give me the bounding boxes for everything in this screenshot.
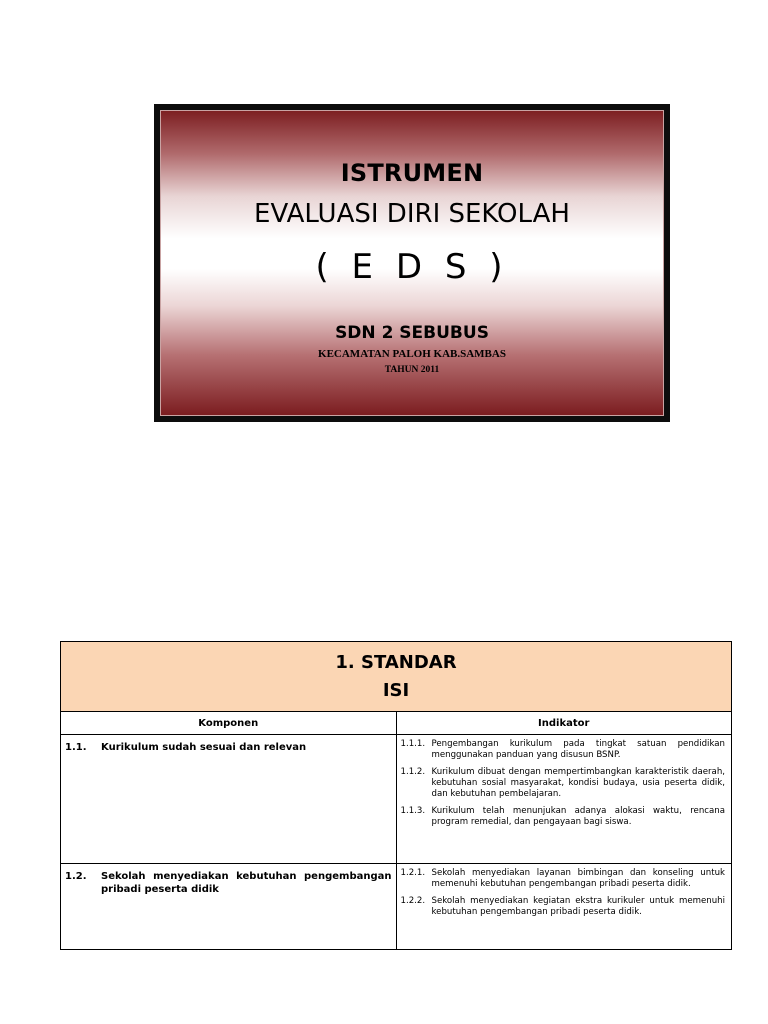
- table-row: [61, 735, 732, 864]
- indikator-text: Sekolah menyediakan kegiatan ekstra kurikuler untuk memenuhi kebutuhan pengembangan pribadi peserta didik.: [431, 896, 725, 917]
- indikator-item: [401, 806, 726, 828]
- indikator-cell: [396, 735, 732, 864]
- komponen-number: 1.2.: [65, 871, 87, 882]
- indikator-number: 1.2.2.: [400, 896, 426, 906]
- cover-panel: [160, 110, 664, 416]
- komponen-cell: [61, 735, 397, 864]
- komponen-number: 1.1.: [65, 742, 87, 753]
- komponen-text: Kurikulum sudah sesuai dan relevan: [101, 742, 307, 753]
- indikator-number: 1.1.3.: [400, 806, 426, 816]
- standard-header: [61, 642, 732, 712]
- cover-box: [154, 104, 670, 422]
- indikator-text: Kurikulum telah menunjukan adanya alokasi waktu, rencana program remedial, dan pengayaan bagi siswa.: [431, 806, 725, 827]
- column-header-komponen: Komponen: [61, 712, 397, 735]
- column-header-indikator: Indikator: [396, 712, 732, 735]
- indikator-text: Kurikulum dibuat dengan mempertimbangkan karakteristik daerah, kebutuhan sosial masyarakat, kondisi budaya, usia peserta didik, dan kebutuhan pembelajaran.: [431, 767, 725, 799]
- cover-title-eds-abbr: ( E D S ): [315, 247, 509, 287]
- cover-title-istrumen: ISTRUMEN: [340, 159, 484, 187]
- standard-table: [60, 641, 732, 950]
- cover-district: KECAMATAN PALOH KAB.SAMBAS: [318, 348, 506, 360]
- komponen-cell: [61, 864, 397, 950]
- cover-title-eds-full: EVALUASI DIRI SEKOLAH: [254, 199, 570, 229]
- indikator-text: Sekolah menyediakan layanan bimbingan dan konseling untuk memenuhi kebutuhan pengembangan pribadi peserta didik.: [431, 868, 725, 889]
- komponen-text: Sekolah menyediakan kebutuhan pengembangan pribadi peserta didik: [101, 871, 392, 895]
- indikator-item: [401, 896, 726, 918]
- indikator-number: 1.1.2.: [400, 767, 426, 777]
- indikator-number: 1.2.1.: [400, 868, 426, 878]
- indikator-cell: [396, 864, 732, 950]
- cover-school-name: SDN 2 SEBUBUS: [335, 323, 489, 343]
- indikator-text: Pengembangan kurikulum pada tingkat satuan pendidikan menggunakan panduan yang disusun BSNP.: [431, 739, 725, 760]
- indikator-item: [401, 767, 726, 800]
- indikator-item: [401, 739, 726, 761]
- cover-year: TAHUN 2011: [384, 365, 440, 375]
- indikator-item: [401, 868, 726, 890]
- table-row: [61, 864, 732, 950]
- standard-subtitle: ISI: [382, 679, 410, 701]
- standard-title: 1. STANDAR: [335, 651, 457, 673]
- indikator-number: 1.1.1.: [400, 739, 426, 749]
